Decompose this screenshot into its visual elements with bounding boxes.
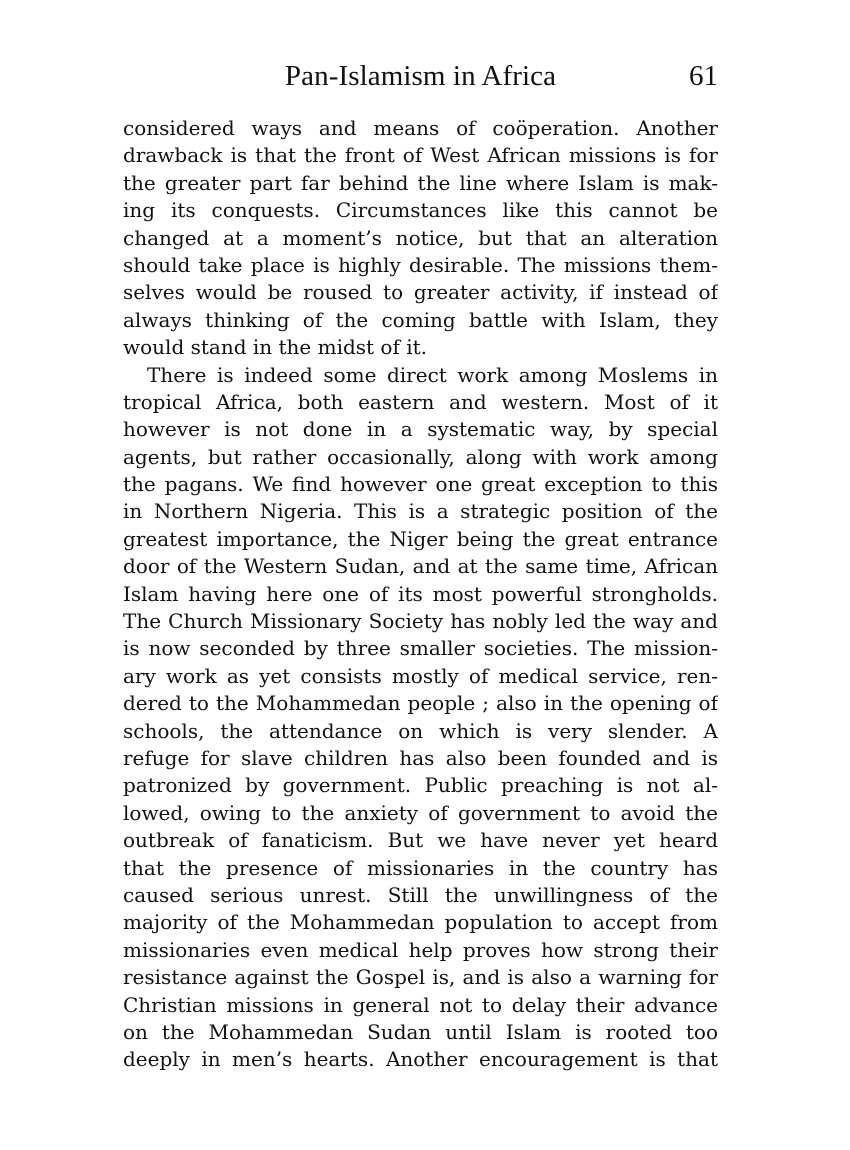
text-line: refuge for slave children has also been founded and is [123, 745, 718, 770]
text-line: ary work as yet consists mostly of medical service, ren- [123, 663, 718, 688]
text-line: dered to the Mohammedan people ; also in the opening of [123, 691, 718, 716]
text-line: majority of the Mohammedan population to accept from [123, 910, 718, 935]
page-number: 61 [689, 60, 718, 92]
body-text [123, 115, 718, 1074]
text-line: that the presence of missionaries in the country has [123, 855, 718, 880]
text-line: is now seconded by three smaller societies. The mission- [123, 636, 718, 661]
running-title: Pan-Islamism in Africa [284, 60, 557, 92]
text-line: The Church Missionary Society has nobly led the way and [123, 609, 718, 634]
text-line: lowed, owing to the anxiety of government to avoid the [123, 800, 718, 825]
text-line: resistance against the Gospel is, and is also a warning for [123, 965, 718, 990]
text-line: missionaries even medical help proves how strong their [123, 937, 718, 962]
text-line: deeply in men’s hearts. Another encouragement is that [123, 1047, 718, 1072]
text-line: patronized by government. Public preaching is not al- [123, 773, 718, 798]
text-line: always thinking of the coming battle with Islam, they [123, 307, 718, 332]
text-line: on the Mohammedan Sudan until Islam is rooted too [123, 1019, 718, 1044]
text-line: door of the Western Sudan, and at the same time, African [123, 554, 718, 579]
text-line: caused serious unrest. Still the unwillingness of the [123, 882, 718, 907]
text-line: should take place is highly desirable. The missions them- [123, 252, 718, 277]
text-line: agents, but rather occasionally, along with work among [123, 444, 718, 469]
text-line: drawback is that the front of West African missions is for [123, 143, 718, 168]
text-line: the pagans. We find however one great exception to this [123, 472, 718, 497]
text-line: Islam having here one of its most powerful strongholds. [123, 581, 718, 606]
text-line: changed at a moment’s notice, but that an alteration [123, 225, 718, 250]
text-line: the greater part far behind the line where Islam is mak- [123, 170, 718, 195]
text-line: considered ways and means of coöperation. Another [123, 116, 718, 140]
text-line: ing its conquests. Circumstances like this cannot be [123, 198, 718, 223]
text-line: tropical Africa, both eastern and western. Most of it [123, 389, 718, 414]
text-line: greatest importance, the Niger being the great entrance [123, 526, 718, 551]
text-line: selves would be roused to greater activity, if instead of [123, 280, 718, 305]
running-head [123, 60, 718, 100]
text-line: would stand in the midst of it. [123, 335, 428, 360]
text-line: outbreak of fanaticism. But we have never yet heard [123, 828, 718, 853]
paragraph-first-line: There is indeed some direct work among Moslems in [147, 362, 718, 387]
text-line: Christian missions in general not to delay their advance [123, 992, 718, 1017]
text-line: however is not done in a systematic way, by special [123, 417, 718, 442]
text-line: in Northern Nigeria. This is a strategic position of the [123, 499, 718, 524]
text-line: schools, the attendance on which is very slender. A [123, 718, 718, 743]
